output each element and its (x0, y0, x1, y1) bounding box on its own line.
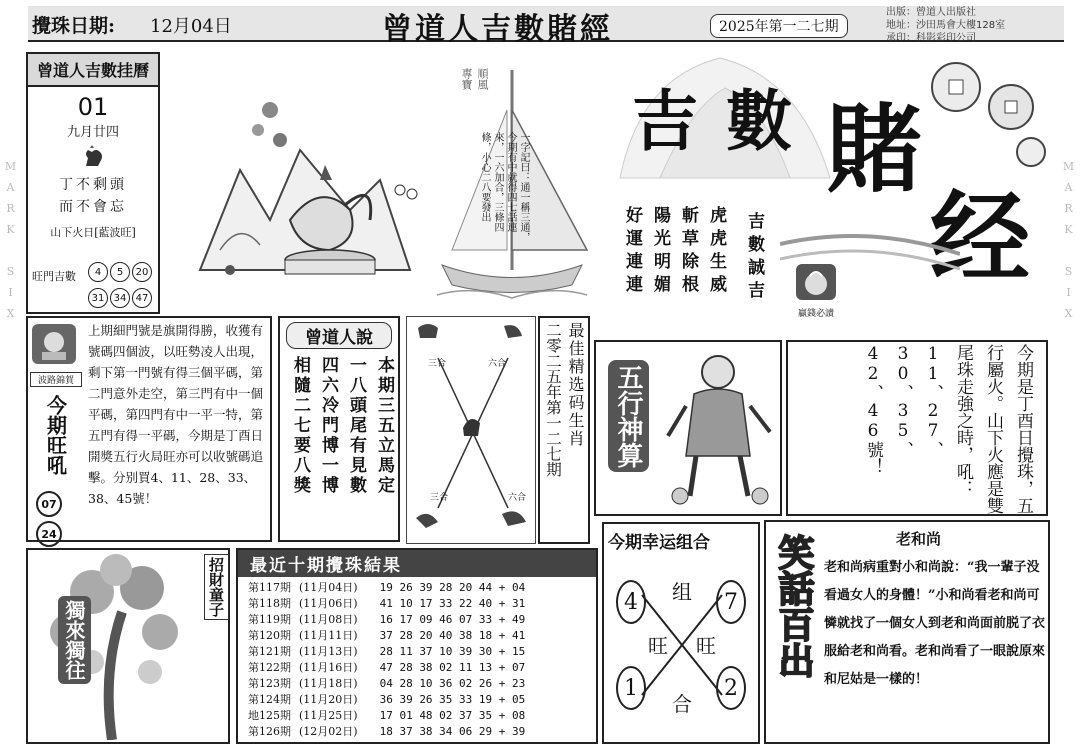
results-period: 第117期 (248, 581, 291, 594)
lucky-word-left: 旺 (648, 634, 668, 658)
results-table (244, 579, 529, 739)
results-date: (11月11日) (299, 629, 358, 642)
results-date: (11月18日) (299, 677, 358, 690)
results-row (244, 611, 529, 627)
calendar-poem-1: 丁不剩頭 (59, 177, 127, 193)
lucky-label: 旺門吉數 (32, 270, 76, 283)
results-period: 第120期 (248, 629, 291, 642)
results-row (244, 659, 529, 675)
wang-text: 上期細門號是旗開得勝，收獲有號碼四個波，以旺勢凌人出現，剩下第一門號有得三個平碼，第二門意外走空，第三門有中一個平碼，第四門有中一平一特，第五門有得一平碼，今期是丁酉日開獎五行火局旺亦可以收號碼追擊。分别買4、11、28、33、38、45號！ (88, 323, 264, 506)
wuxing-text: 今期是丁酉日攪珠，五行屬火。山下火應是雙尾珠走強之時，吼：11、27、30、35、42、46號！ (863, 344, 1033, 514)
child-figure-illustration (660, 346, 778, 512)
joke-text: 老和尚病重對小和尚說：“我一輩子没看過女人的身體！”小和尚看老和尚可憐就找了一個女人到老和尚面前脱了衣服給老和尚看。老和尚看了一眼說原來和尼姑是一樣的！ (824, 560, 1046, 687)
calendar-day: 01 (77, 93, 109, 121)
joke-side-title: 笑話百出 (773, 534, 815, 678)
lucky-ball: 4 (88, 262, 108, 282)
says-col-3: 四六冷門博一博 (318, 356, 338, 496)
wang-number: 07 (36, 491, 62, 517)
results-title: 最近十期攪珠結果 (238, 550, 596, 577)
big-title-shu: 數 (726, 82, 792, 160)
results-date: (11月06日) (299, 597, 358, 610)
results-row (244, 723, 529, 739)
results-numbers: 16 17 09 46 07 33 + 49 (379, 612, 526, 626)
results-date: (12月02日) (299, 725, 358, 738)
results-numbers: 47 28 38 02 11 13 + 07 (379, 660, 526, 674)
results-numbers: 18 37 38 34 06 29 + 39 (379, 724, 526, 738)
publisher-info (886, 6, 1005, 45)
big-title-ji: 吉 (632, 82, 698, 160)
results-date: (11月13日) (299, 645, 358, 658)
zhaocai-tag: 獨來獨往 (58, 596, 91, 684)
address-line: 地址：沙田馬會大樓128室 (886, 20, 1006, 31)
joke-title: 老和尚 (896, 530, 942, 548)
says-title: 曾道人說 (286, 322, 392, 349)
calendar-title: 曾道人吉數挂曆 (28, 54, 158, 87)
lucky-word-bottom: 合 (672, 692, 692, 716)
right-margin-pattern: MARK SIX (1062, 160, 1075, 328)
wang-number: 24 (36, 521, 62, 547)
sail-flag-text: 順風 專寶 (460, 68, 489, 90)
results-date: (11月25日) (299, 709, 358, 722)
results-numbers: 37 28 20 40 38 18 + 41 (379, 628, 526, 642)
calendar-poem-2: 而不會忘 (59, 199, 127, 215)
lucky-ball: 34 (110, 288, 130, 308)
wang-title: 今期旺吼 (43, 395, 68, 475)
results-period: 地125期 (248, 709, 291, 722)
says-col-4: 相隨二七要八獎 (290, 356, 310, 496)
wealth-god-icon (30, 322, 78, 366)
zodiac-label-2: 六合 (488, 359, 507, 369)
slogan-col-3: 陽光明媚 (650, 206, 670, 298)
zhaocai-label: 招財童子 (204, 554, 229, 620)
results-period: 第126期 (248, 725, 291, 738)
big-title-jing: 经 (930, 179, 1030, 297)
rooster-icon (78, 144, 108, 170)
results-period: 第124期 (248, 693, 291, 706)
results-row (244, 627, 529, 643)
lucky-number-bl: 1 (616, 666, 646, 710)
win-badge-label: 贏錢必讀 (797, 309, 834, 319)
best-right: 最佳精选码生肖 (566, 322, 585, 448)
best-left: 二零二五年第一二七期 (544, 322, 562, 477)
results-row (244, 707, 529, 723)
results-numbers: 19 26 39 28 20 44 + 04 (379, 580, 526, 594)
printer-line: 承印：科影彩印公司 (886, 33, 976, 44)
lucky-number-br: 2 (716, 666, 746, 710)
results-row (244, 675, 529, 691)
lucky-word-top: 组 (672, 580, 692, 604)
results-date: (11月08日) (299, 613, 358, 626)
publisher-line: 出版：曾道人出版社 (886, 7, 976, 18)
says-col-1: 本期三五立馬定 (374, 356, 394, 496)
results-numbers: 17 01 48 02 37 35 + 08 (379, 708, 526, 722)
results-date: (11月20日) (299, 693, 358, 706)
results-date: (11月04日) (299, 581, 358, 594)
results-row (244, 643, 529, 659)
lucky-ball: 47 (132, 288, 152, 308)
big-title-du: 賭 (826, 93, 922, 206)
lucky-ball: 5 (110, 262, 130, 282)
slogan-col-1: 虎虎生威 (706, 206, 726, 298)
lucky-word-right: 旺 (696, 634, 716, 658)
date-label: 攪珠日期: (32, 15, 116, 37)
date-value: 12月04日 (150, 16, 232, 37)
results-numbers: 28 11 37 10 39 30 + 15 (379, 644, 526, 658)
results-row (244, 691, 529, 707)
lucky-number-tl: 4 (616, 580, 646, 624)
rooster-mountain-illustration (180, 70, 420, 290)
zodiac-label-4: 六合 (508, 493, 527, 503)
results-box (236, 548, 598, 744)
wang-badge: 波路錦賀 (30, 372, 82, 387)
lucky-ball: 20 (132, 262, 152, 282)
results-numbers: 36 39 26 35 33 19 + 05 (379, 692, 526, 706)
results-row (244, 595, 529, 611)
lucky-number-balls (88, 262, 152, 308)
calendar-note: 山下火日[藍波旺] (50, 226, 136, 239)
win-badge (790, 262, 842, 322)
zodiac-label-3: 三合 (430, 493, 449, 503)
results-period: 第119期 (248, 613, 291, 626)
wang-side (30, 322, 82, 547)
money-bag-icon (794, 262, 838, 302)
wuxing-title: 五行神算 (608, 360, 649, 472)
left-margin-pattern: MARK SIX (4, 160, 17, 328)
slogan-col-2: 斬草除根 (678, 206, 698, 298)
lucky-ball: 31 (88, 288, 108, 308)
zodiac-diagram (408, 318, 534, 542)
results-numbers: 04 28 10 36 02 26 + 23 (379, 676, 526, 690)
results-period: 第118期 (248, 597, 291, 610)
results-period: 第123期 (248, 677, 291, 690)
sailboat-panel (432, 50, 592, 306)
results-numbers: 41 10 17 33 22 40 + 31 (379, 596, 526, 610)
results-row (244, 579, 529, 595)
results-period: 第121期 (248, 645, 291, 658)
sail-verse: 一字記曰：通一稱三通，今期有中就得四七話連來，一六加合，三條四條，小心二八要發出 (479, 132, 529, 242)
calendar-lunar-date: 九月廿四 (66, 125, 119, 140)
coins-icon (916, 52, 1056, 172)
lucky-combo-title: 今期幸运组合 (608, 533, 710, 553)
lucky-number-tr: 7 (716, 580, 746, 624)
says-col-2: 一八頭尾有見數 (346, 356, 366, 496)
results-period: 第122期 (248, 661, 291, 674)
zodiac-label-1: 三合 (428, 359, 447, 369)
results-date: (11月16日) (299, 661, 358, 674)
slogan-col-4: 好運連連 (622, 206, 642, 298)
money-tree-illustration (32, 552, 192, 740)
issue-number: 2025年第一二七期 (710, 14, 848, 38)
masthead-title: 曾道人吉數賭經 (382, 12, 613, 47)
slogan-motto: 吉數誠吉 (744, 212, 764, 304)
